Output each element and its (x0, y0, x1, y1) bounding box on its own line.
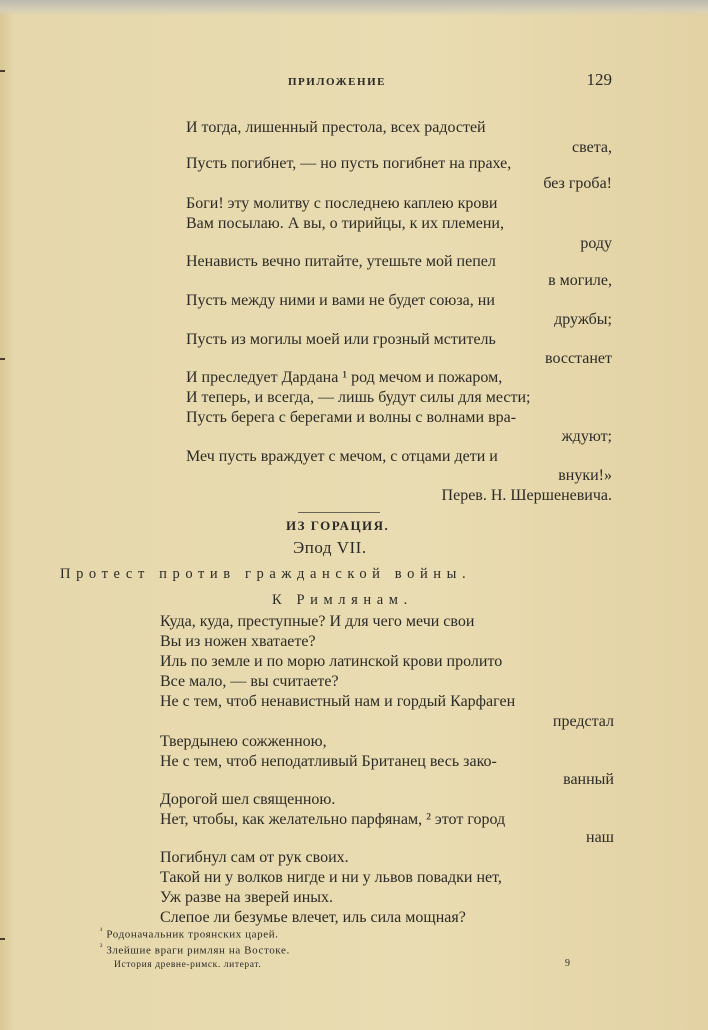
epode-heading: Эпод VII. (293, 538, 367, 557)
scan-top-edge (0, 0, 708, 16)
verse-line: Уж разве на зверей иных. (160, 889, 334, 906)
verse-line: роду (580, 235, 612, 252)
verse-line: Пусть между ними и вами не будет союза, ни (186, 292, 495, 309)
verse-line: Слепое ли безумье влечет, иль сила мощная? (160, 909, 466, 926)
sheet-number: 9 (565, 958, 570, 969)
section-title: ИЗ ГОРАЦИЯ. (286, 518, 390, 533)
verse-line: Меч пусть враждует с мечом, с отцами дети и (186, 448, 498, 465)
binding-mark (0, 938, 5, 940)
verse-line: дружбы; (554, 311, 612, 328)
verse-line: света, (572, 139, 612, 156)
section-divider (298, 512, 380, 513)
verse-line: Такой ни у волков нигде и ни у львов повадки нет, (160, 869, 502, 886)
footnote (100, 926, 279, 941)
verse-line: Пусть из могилы моей или грозный мститель (186, 331, 496, 348)
verse-line: восстанет (545, 350, 612, 367)
poem-address: К Римлянам. (272, 592, 413, 608)
verse-line: ванный (563, 771, 614, 788)
verse-line: Вы из ножен хватаете? (160, 633, 316, 650)
verse-line: Дорогой шел священною. (160, 791, 336, 808)
verse-line: наш (586, 829, 614, 846)
verse-line: Куда, куда, преступные? И для чего мечи свои (160, 613, 475, 630)
translator-credit: Перев. Н. Шершеневича. (441, 487, 612, 504)
verse-line: Нет, чтобы, как желательно парфянам, ² этот город (160, 811, 506, 828)
verse-line: Не с тем, чтоб неподатливый Британец весь зако- (160, 753, 497, 770)
verse-line: Не с тем, чтоб ненавистный нам и гордый Карфаген (160, 693, 516, 710)
verse-line: Иль по земле и по морю латинской крови пролито (160, 653, 503, 670)
verse-line: Пусть погибнет, — но пусть погибнет на прахе, (186, 155, 512, 172)
verse-line: Пусть берега с берегами и волны с волнами вра- (186, 409, 517, 426)
verse-line: ждуют; (561, 428, 612, 445)
verse-line: Все мало, — вы считаете? (160, 673, 339, 690)
verse-line: предстал (552, 713, 614, 730)
footnote-mark: ¹ (100, 926, 103, 935)
verse-line: И теперь, и всегда, — лишь будут силы для мести; (186, 389, 531, 406)
signature-running-title: История древне-римск. литерат. (114, 960, 262, 970)
footnote-text: Родоначальник троянских царей. (106, 928, 279, 941)
binding-mark (0, 70, 5, 72)
page-number: 129 (586, 70, 612, 89)
verse-line: Вам посылаю. А вы, о тирийцы, к их племени, (186, 215, 504, 232)
verse-line: внуки!» (558, 467, 612, 484)
verse-line: без гроба! (543, 175, 612, 192)
verse-line: Погибнул сам от рук своих. (160, 849, 349, 866)
poem-subtitle: Протест против гражданской войны. (60, 566, 472, 582)
binding-mark (0, 358, 5, 360)
verse-line: в могиле, (548, 272, 612, 289)
footnote-text: Злейшие враги римлян на Востоке. (106, 944, 290, 957)
footnote-mark: ² (100, 942, 103, 951)
verse-line: И тогда, лишенный престола, всех радостей (186, 119, 486, 136)
verse-line: И преследует Дардана ¹ род мечом и пожаром, (186, 369, 503, 386)
verse-line: Боги! эту молитву с последнею каплею крови (186, 195, 498, 212)
header-title: ПРИЛОЖЕНИЕ (288, 76, 386, 88)
verse-line: Ненависть вечно питайте, утешьте мой пепел (186, 253, 496, 270)
verse-line: Твердынею сожженною, (160, 733, 327, 750)
footnote (100, 942, 290, 957)
running-header (186, 70, 612, 94)
